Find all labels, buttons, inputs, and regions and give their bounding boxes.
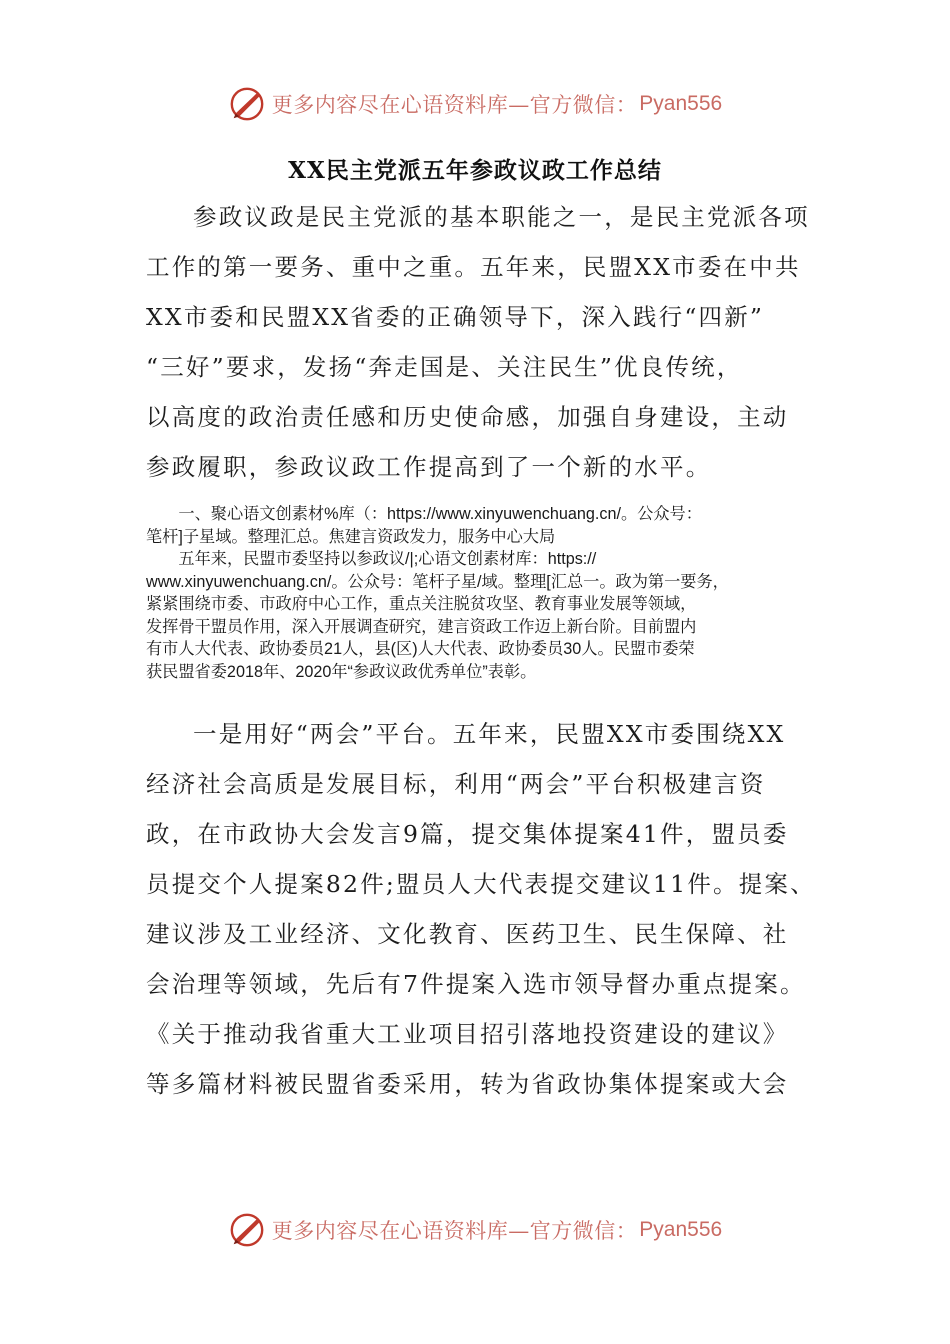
- text-line: 紧紧围绕市委、市政府中心工作，重点关注脱贫攻坚、教育事业发展等领域，: [146, 595, 697, 613]
- text-line: 笔杆]子星域。整理汇总。焦建言资政发力，服务中心大局: [146, 527, 556, 546]
- text-line: 政，在市政协大会发言9篇，提交集体提案41件，盟员委: [146, 820, 789, 848]
- banner-wechat-id: Pyan556: [639, 1218, 723, 1241]
- text-line: 获民盟省委2018年、2020年“参政议政优秀单位”表彰。: [146, 662, 537, 681]
- text-line: 五年来，民盟市委坚持以参政议/|;心语文创素材库：https://: [178, 550, 597, 568]
- pen-circle-logo-icon: [228, 85, 266, 123]
- text-line: 《关于推动我省重大工业项目招引落地投资建设的建议》: [146, 1020, 789, 1048]
- text-line: 会治理等领域，先后有7件提案入选市领导督办重点提案。: [146, 970, 806, 998]
- text-line: 参政议政是民主党派的基本职能之一，是民主党派各项: [193, 203, 810, 231]
- text-line: 建议涉及工业经济、文化教育、医药卫生、民生保障、社: [146, 920, 789, 948]
- text-line: 有市人大代表、政协委员21人，县(区)人大代表、政协委员30人。民盟市委荣: [146, 640, 695, 658]
- pen-circle-logo-icon: [228, 1211, 266, 1249]
- paragraph-small-print: [146, 503, 816, 683]
- text-line: 工作的第一要务、重中之重。五年来，民盟XX市委在中共: [146, 253, 801, 281]
- text-line: 员提交个人提案82件;盟员人大代表提交建议11件。提案、: [146, 870, 816, 898]
- text-line: 以高度的政治责任感和历史使命感，加强自身建设，主动: [146, 403, 789, 431]
- text-line: 一、聚心语文创素材%库（：https://www.xinyuwenchuang.cn/。公众号：: [178, 505, 702, 523]
- paragraph-intro: [146, 192, 816, 492]
- header-watermark-banner: [0, 82, 950, 126]
- banner-text: 更多内容尽在心语资料库—官方微信：: [271, 1219, 638, 1243]
- paragraph-two-sessions: [146, 709, 816, 1109]
- text-line: 等多篇材料被民盟省委采用，转为省政协集体提案或大会: [146, 1070, 789, 1098]
- banner-text: 更多内容尽在心语资料库—官方微信：: [271, 93, 638, 117]
- text-line: “三好”要求，发扬“奔走国是、关注民生”优良传统，: [146, 353, 743, 381]
- text-line: www.xinyuwenchuang.cn/。公众号：笔杆子星/域。整理[汇总一。政为第一要务，: [146, 572, 729, 591]
- text-line: 经济社会高质是发展目标，利用“两会”平台积极建言资: [146, 770, 766, 798]
- banner-wechat-id: Pyan556: [639, 92, 723, 115]
- document-title: XX民主党派五年参政议政工作总结: [288, 157, 662, 184]
- text-line: 参政履职，参政议政工作提高到了一个新的水平。: [146, 453, 712, 481]
- text-line: 发挥骨干盟员作用，深入开展调查研究，建言资政工作迈上新台阶。目前盟内: [146, 617, 697, 636]
- footer-watermark-banner: [0, 1208, 950, 1252]
- text-line: XX市委和民盟XX省委的正确领导下，深入践行“四新”: [146, 303, 765, 331]
- text-line: 一是用好“两会”平台。五年来，民盟XX市委围绕XX: [193, 720, 786, 748]
